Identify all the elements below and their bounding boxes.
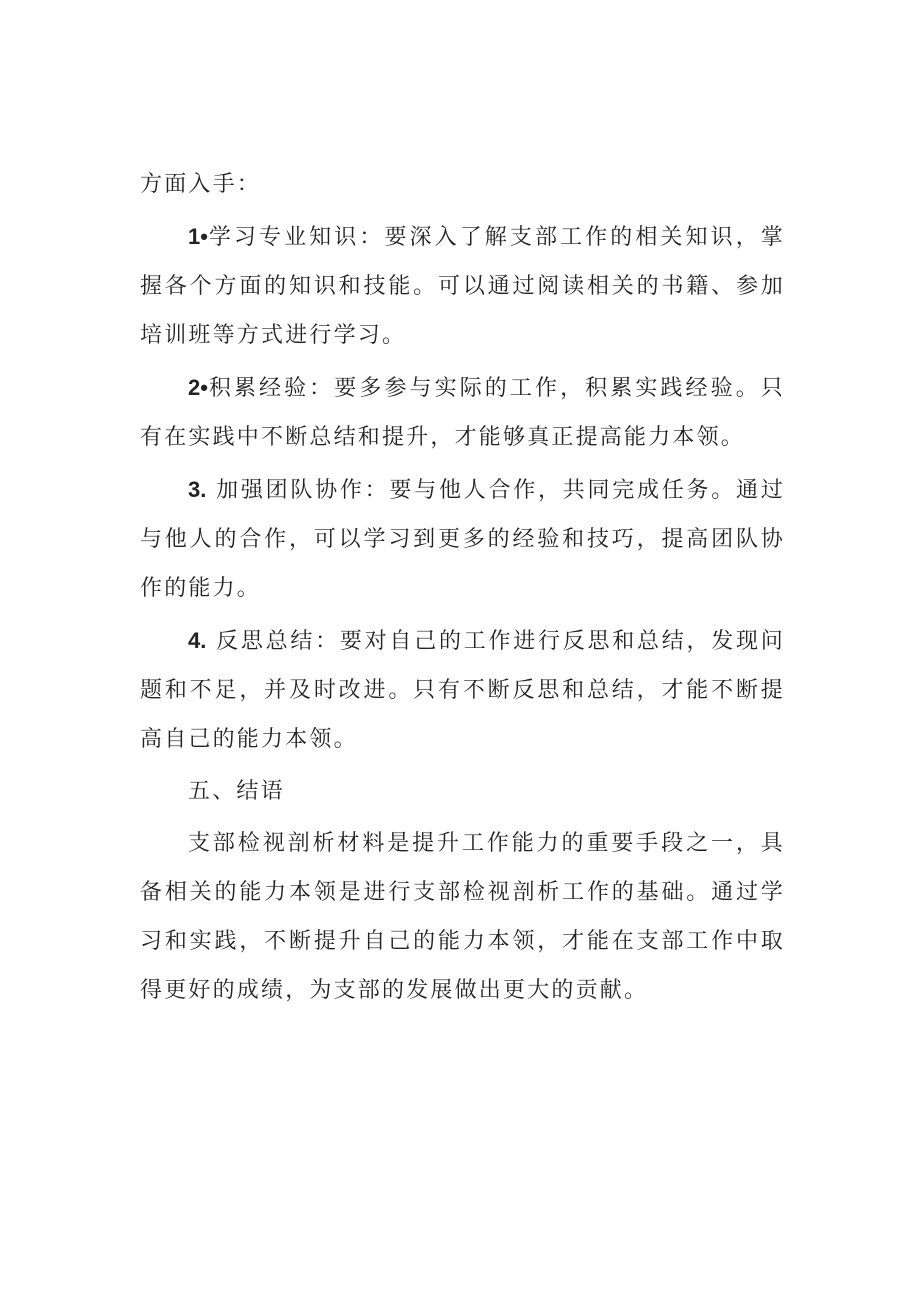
conclusion-paragraph: 支部检视剖析材料是提升工作能力的重要手段之一，具备相关的能力本领是进行支部检视剖析工作的基础。通过学习和实践，不断提升自己的能力本领，才能在支部工作中取得更好的成绩，为支部的发展做出更大的贡献。: [140, 831, 785, 1003]
list-item-4: [140, 616, 785, 764]
list-item-number: 2•: [188, 375, 208, 400]
list-item-text: 学习专业知识：要深入了解支部工作的相关知识，掌握各个方面的知识和技能。可以通过阅读相关的书籍、参加培训班等方式进行学习。: [140, 225, 785, 348]
document-body: [140, 160, 785, 1018]
list-item-text: 积累经验：要多参与实际的工作，积累实践经验。只有在实践中不断总结和提升，才能够真正提高能力本领。: [140, 376, 785, 450]
list-item-number: 3.: [188, 477, 207, 502]
list-item-2: [140, 363, 785, 462]
list-item-number: 1•: [188, 224, 208, 249]
list-item-number: 4.: [188, 628, 207, 653]
section-heading: 五、结语: [188, 779, 285, 804]
list-item-3: [140, 465, 785, 613]
list-item-text: 加强团队协作：要与他人合作，共同完成任务。通过与他人的合作，可以学习到更多的经验和技巧，提高团队协作的能力。: [140, 478, 785, 601]
list-item-text: 反思总结：要对自己的工作进行反思和总结，发现问题和不足，并及时改进。只有不断反思和总结，才能不断提高自己的能力本领。: [140, 629, 785, 752]
list-item-1: [140, 212, 785, 360]
intro-fragment: 方面入手：: [140, 172, 262, 197]
